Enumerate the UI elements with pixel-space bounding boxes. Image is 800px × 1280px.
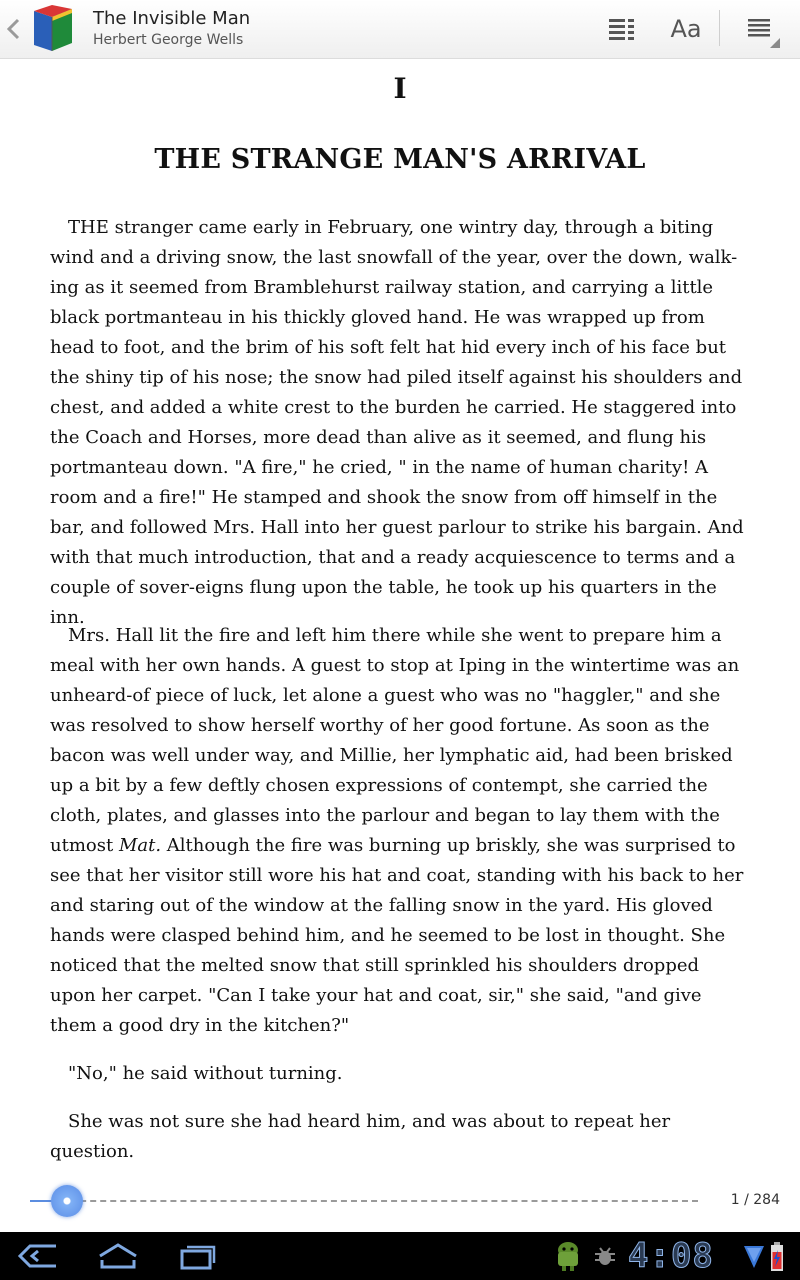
book-title: The Invisible Man: [93, 8, 251, 29]
book-icon[interactable]: [30, 5, 76, 53]
font-settings-icon: Aa: [670, 15, 702, 43]
back-button[interactable]: [14, 1238, 62, 1274]
battery-icon: [770, 1242, 784, 1272]
toolbar-divider: [719, 10, 720, 46]
paragraph: She was not sure she had heard him, and was about to repeat her question.: [50, 1111, 671, 1162]
wifi-icon: [744, 1244, 764, 1270]
contents-list-icon: [609, 17, 635, 41]
recent-apps-icon: [176, 1242, 220, 1270]
back-icon: [16, 1242, 60, 1270]
page-slider-track[interactable]: [30, 1200, 698, 1202]
paragraph: [50, 621, 750, 1041]
page-indicator: 1 / 284: [730, 1192, 780, 1208]
paragraph-text: Although the fire was burning up briskly, she was surprised to see that her visitor still wore his hat and coat, standing with his back to her and staring out of the window at the falling snow in the yard. His gloved hands were clasped behind him, and he seemed to be lost in thought. She noticed that the melted snow that still sprinkled his shoulders dropped upon her carpet. "Can I take your hat and coat, sir," she said, "and give them a good dry in the kitchen?": [50, 835, 744, 1036]
page-slider[interactable]: [30, 1190, 698, 1212]
action-bar: [0, 0, 800, 59]
back-chevron-icon[interactable]: [4, 14, 22, 44]
debug-icon[interactable]: [594, 1246, 616, 1268]
paragraph: THE stranger came early in February, one wintry day, through a biting wind and a driving snow, the last snowfall of the year, over the down, walk-ing as it seemed from Bramblehurst railway station, and carrying a little black portmanteau in his thickly gloved hand. He was wrapped up from head to foot, and the brim of his soft felt hat hid every inch of his face but the shiny tip of his nose; the snow had piled itself against his shoulders and chest, and added a white crest to the burden he carried. He staggered into the Coach and Horses, more dead than alive as it seemed, and flung his portmanteau down. "A fire," he cried, " in the name of human charity! A room and a fire!" He stamped and shook the snow from off himself in the bar, and followed Mrs. Hall into her guest parlour to strike his bargain. And with that much introduction, that and a ready acquiescence to terms and a couple of sover-eigns flung upon the table, he took up his quarters in the inn.: [50, 217, 744, 628]
book-author: Herbert George Wells: [93, 32, 244, 48]
menu-icon: [748, 18, 772, 40]
home-button[interactable]: [94, 1238, 142, 1274]
paragraph-emphasis: Mat.: [118, 835, 162, 856]
recent-apps-button[interactable]: [174, 1238, 222, 1274]
page-slider-thumb[interactable]: [51, 1185, 83, 1217]
contents-button[interactable]: [602, 10, 642, 48]
paragraph-text: Mrs. Hall lit the fire and left him there while she went to prepare him a meal with her own hands. A guest to stop at Iping in the wintertime was an unheard-of piece of luck, let alone a guest who was no "haggler," and she was resolved to show herself worthy of her good fortune. As soon as the bacon was well under way, and Millie, her lymphatic aid, had been brisked up a bit by a few deftly chosen expressions of contempt, she carried the cloth, plates, and glasses into the parlour and began to lay them with the utmost: [50, 625, 740, 856]
chapter-number: I: [393, 72, 407, 105]
clock[interactable]: 4:08: [628, 1236, 714, 1276]
font-settings-button[interactable]: [666, 10, 706, 48]
android-notification-icon[interactable]: [554, 1240, 582, 1272]
chapter-title: THE STRANGE MAN'S ARRIVAL: [154, 144, 646, 175]
home-icon: [96, 1242, 140, 1270]
paragraph: "No," he said without turning.: [68, 1063, 343, 1084]
overflow-indicator: [770, 38, 780, 48]
system-bar: [0, 1232, 800, 1280]
